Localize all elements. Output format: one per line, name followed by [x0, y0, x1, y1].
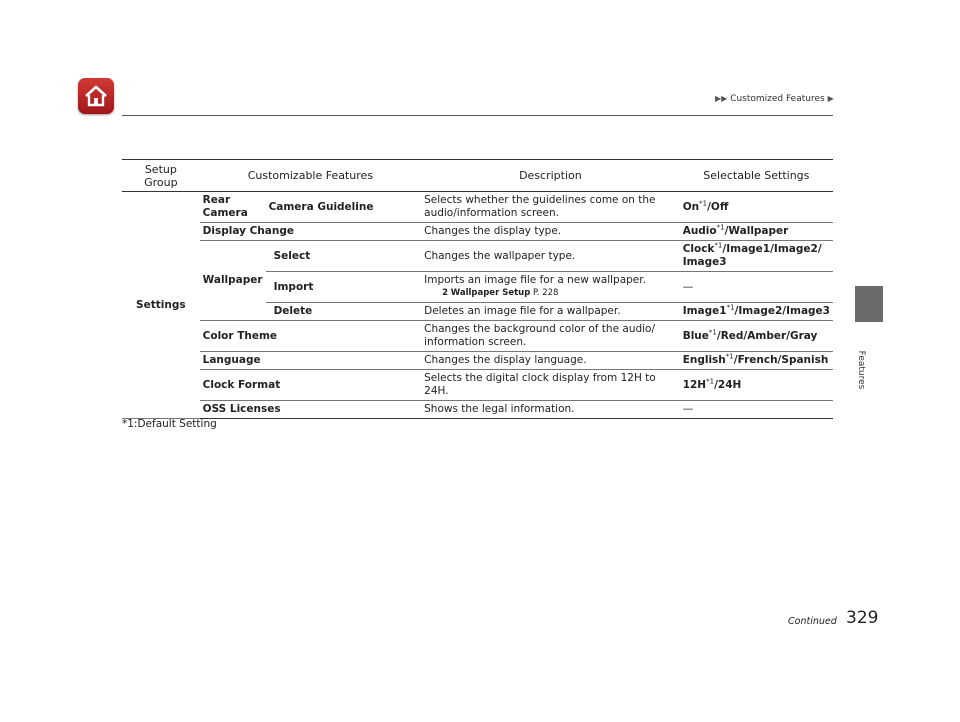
group-settings: Settings: [122, 192, 200, 419]
description: Selects whether the guidelines come on the audio/information screen.: [421, 192, 680, 223]
setting: On$^{*1}$/Off: [680, 192, 833, 223]
table-row: [122, 223, 833, 241]
setting: Audio$^{*1}$/Wallpaper: [680, 223, 833, 241]
section-tab[interactable]: [855, 286, 883, 322]
header-rule: [122, 115, 833, 116]
footnote: *1:Default Setting: [122, 418, 217, 430]
feature-rear-camera: Rear Camera: [200, 192, 266, 223]
description: Changes the background color of the audio/ information screen.: [421, 321, 680, 352]
section-label: Features: [856, 350, 866, 390]
description: Changes the display type.: [421, 223, 680, 241]
table-row: [122, 352, 833, 370]
continued-label: Continued: [788, 616, 837, 627]
feature-color-theme: Color Theme: [200, 321, 421, 352]
description: Changes the wallpaper type.: [421, 241, 680, 272]
feature-wallpaper: Wallpaper: [200, 241, 266, 321]
home-button[interactable]: [78, 78, 114, 114]
table-row: [122, 321, 833, 352]
table-row: [122, 192, 833, 223]
setting: Blue$^{*1}$/Red/Amber/Gray: [680, 321, 833, 352]
breadcrumb: [715, 94, 834, 104]
reference-arrow-icon: 2: [442, 288, 449, 298]
table-row: [122, 401, 833, 419]
feature-display-change: Display Change: [200, 223, 421, 241]
setting: English$^{*1}$/French/Spanish: [680, 352, 833, 370]
feature-delete: Delete: [266, 303, 422, 321]
feature-clock-format: Clock Format: [200, 370, 421, 401]
description: Changes the display language.: [421, 352, 680, 370]
header-setup-group: Setup Group: [122, 160, 200, 192]
table-row: [122, 241, 833, 272]
home-icon: [82, 82, 110, 110]
description: Deletes an image file for a wallpaper.: [421, 303, 680, 321]
description: Selects the digital clock display from 12H to 24H.: [421, 370, 680, 401]
description: Shows the legal information.: [421, 401, 680, 419]
setting: —: [680, 272, 833, 303]
header-selectable-settings: Selectable Settings: [680, 160, 833, 192]
setting: Clock$^{*1}$/Image1/Image2/ Image3: [680, 241, 833, 272]
customized-features-table: [122, 159, 833, 419]
table-row: [122, 370, 833, 401]
header-customizable-features: Customizable Features: [200, 160, 421, 192]
breadcrumb-arrow-icon: ▶: [827, 94, 834, 103]
setting: —: [680, 401, 833, 419]
feature-select: Select: [266, 241, 422, 272]
feature-camera-guideline: Camera Guideline: [266, 192, 422, 223]
feature-import: Import: [266, 272, 422, 303]
breadcrumb-arrows-icon: ▶▶: [715, 94, 728, 103]
header-description: Description: [421, 160, 680, 192]
setting: $12H^{*1}/24H$: [680, 370, 833, 401]
page-number: 329: [846, 608, 879, 628]
breadcrumb-label[interactable]: Customized Features: [730, 94, 825, 104]
wallpaper-setup-link[interactable]: 2 Wallpaper Setup P. 228: [442, 288, 559, 298]
setting: Image1$^{*1}$/Image2/Image3: [680, 303, 833, 321]
feature-language: Language: [200, 352, 421, 370]
description: Imports an image file for a new wallpaper. 2 Wallpaper Setup P. 228: [421, 272, 680, 303]
feature-oss-licenses: OSS Licenses: [200, 401, 421, 419]
